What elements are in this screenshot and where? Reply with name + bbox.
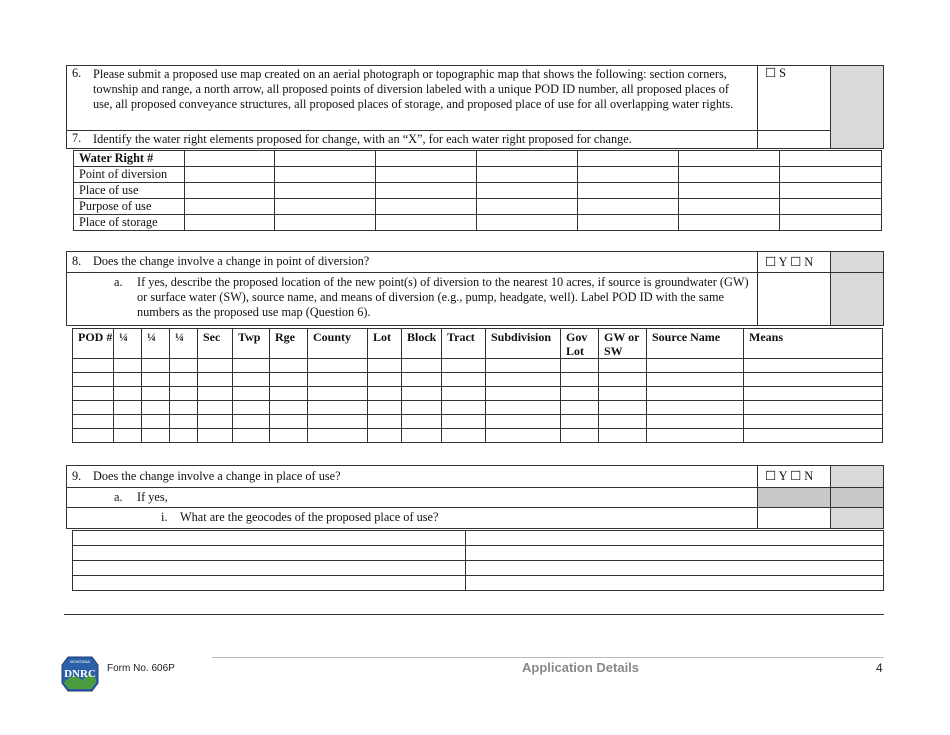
table-cell[interactable]	[647, 401, 744, 415]
table-cell[interactable]	[561, 415, 599, 429]
table-cell[interactable]	[368, 415, 402, 429]
table-cell[interactable]	[170, 401, 198, 415]
q7-cell	[67, 131, 758, 149]
table-cell[interactable]	[442, 373, 486, 387]
table-cell[interactable]	[647, 415, 744, 429]
table-cell[interactable]	[368, 387, 402, 401]
table-cell[interactable]	[198, 373, 233, 387]
pod-header-subdivision: Subdivision	[486, 329, 561, 359]
q9ai-check-cell[interactable]	[758, 508, 831, 529]
table-cell[interactable]	[270, 429, 308, 443]
table-cell[interactable]	[308, 401, 368, 415]
table-cell[interactable]	[270, 373, 308, 387]
table-cell[interactable]	[647, 373, 744, 387]
table-cell[interactable]	[114, 415, 142, 429]
footer-rule	[212, 657, 884, 658]
table-cell[interactable]	[442, 429, 486, 443]
table-cell[interactable]	[561, 359, 599, 373]
table-cell[interactable]	[780, 151, 882, 167]
table-cell[interactable]	[198, 415, 233, 429]
table-row	[73, 561, 884, 576]
pod-header-gov-lot: Gov Lot	[561, 329, 599, 359]
table-cell[interactable]	[275, 215, 376, 231]
geocode-cell[interactable]	[466, 561, 884, 576]
water-right-table	[73, 150, 882, 231]
table-cell[interactable]	[198, 401, 233, 415]
table-cell[interactable]	[679, 151, 780, 167]
q9ai-label: i.	[161, 510, 168, 524]
table-cell[interactable]	[561, 387, 599, 401]
geocode-cell[interactable]	[73, 531, 466, 546]
table-cell[interactable]	[486, 415, 561, 429]
table-cell[interactable]	[402, 401, 442, 415]
q9-number: 9.	[72, 469, 82, 483]
table-cell[interactable]	[270, 401, 308, 415]
table-cell[interactable]	[477, 199, 578, 215]
page-number: 4	[876, 661, 883, 675]
q8a-check-cell[interactable]	[758, 273, 831, 326]
table-cell[interactable]	[442, 359, 486, 373]
table-cell[interactable]	[442, 401, 486, 415]
pod-header-county: County	[308, 329, 368, 359]
pod-header-block: Block	[402, 329, 442, 359]
table-cell[interactable]	[599, 359, 647, 373]
q9ai-text: What are the geocodes of the proposed place of use?	[180, 510, 439, 524]
table-cell[interactable]	[233, 429, 270, 443]
q6-number: 6.	[72, 66, 82, 80]
table-cell[interactable]	[233, 401, 270, 415]
pod-header-quarter: ¼	[114, 329, 142, 359]
table-cell[interactable]	[142, 373, 170, 387]
table-cell[interactable]	[170, 359, 198, 373]
table-cell[interactable]	[376, 199, 477, 215]
table-cell[interactable]	[679, 199, 780, 215]
table-cell[interactable]	[402, 387, 442, 401]
table-cell[interactable]	[142, 387, 170, 401]
table-cell[interactable]	[198, 359, 233, 373]
q6-office-use	[831, 66, 884, 149]
q8a-label: a.	[114, 275, 123, 289]
table-cell[interactable]	[744, 429, 883, 443]
table-cell[interactable]	[114, 359, 142, 373]
table-cell[interactable]	[780, 183, 882, 199]
table-cell[interactable]	[73, 429, 114, 443]
q6-cell	[67, 66, 758, 131]
q8a-office-use	[831, 273, 884, 326]
table-cell[interactable]	[73, 373, 114, 387]
geocode-cell[interactable]	[73, 561, 466, 576]
table-cell[interactable]	[114, 429, 142, 443]
table-cell[interactable]	[376, 183, 477, 199]
pod-header-quarter: ¼	[170, 329, 198, 359]
geocode-cell[interactable]	[466, 576, 884, 591]
table-cell[interactable]	[744, 415, 883, 429]
table-cell[interactable]	[780, 215, 882, 231]
pod-header-tract: Tract	[442, 329, 486, 359]
table-cell[interactable]	[275, 183, 376, 199]
table-cell[interactable]	[73, 401, 114, 415]
pod-header-lot: Lot	[368, 329, 402, 359]
table-cell[interactable]	[170, 415, 198, 429]
q9-cell	[67, 466, 758, 488]
table-cell[interactable]	[442, 415, 486, 429]
pod-table	[72, 328, 883, 443]
logo-text: DNRC	[64, 668, 96, 680]
table-cell[interactable]	[308, 387, 368, 401]
table-cell[interactable]	[376, 151, 477, 167]
table-row	[73, 373, 883, 387]
table-cell[interactable]	[578, 167, 679, 183]
table-cell[interactable]	[486, 387, 561, 401]
table-cell[interactable]	[170, 387, 198, 401]
table-cell[interactable]	[198, 387, 233, 401]
table-cell[interactable]	[477, 167, 578, 183]
table-cell[interactable]	[185, 167, 275, 183]
table-cell[interactable]	[185, 215, 275, 231]
table-row	[73, 429, 883, 443]
table-cell[interactable]	[368, 373, 402, 387]
table-cell[interactable]	[270, 415, 308, 429]
footer-divider	[64, 614, 884, 615]
q9-checkbox[interactable]: ☐ Y ☐ N	[758, 466, 831, 488]
table-cell[interactable]	[376, 215, 477, 231]
table-cell[interactable]	[368, 401, 402, 415]
table-cell[interactable]	[477, 183, 578, 199]
q8-office-use	[831, 252, 884, 273]
table-row	[73, 401, 883, 415]
table-cell[interactable]	[185, 199, 275, 215]
place-of-storage-label: Place of storage	[74, 215, 185, 231]
table-row	[73, 359, 883, 373]
q6-text: Please submit a proposed use map created on an aerial photograph or topographic map that shows the following: section corners, township and range, a north arrow, all proposed points of diversion labeled with a unique POD ID number, all proposed places of use, all proposed conveyance structures, all proposed places of storage, and proposed place of use for all overlapping water rights.	[93, 67, 734, 111]
q8-checkbox[interactable]: ☐ Y ☐ N	[758, 252, 831, 273]
table-cell[interactable]	[599, 415, 647, 429]
table-cell[interactable]	[308, 359, 368, 373]
table-cell[interactable]	[744, 387, 883, 401]
table-cell[interactable]	[185, 183, 275, 199]
table-cell[interactable]	[198, 429, 233, 443]
table-cell[interactable]	[780, 167, 882, 183]
q8a-text: If yes, describe the proposed location of the new point(s) of diversion to the nearest 10 acres, if source is groundwater (GW) or surface water (SW), source name, and means of diversion (e.g., pump, headgate, well). Label POD ID with the same numbers as the proposed use map (Question 6).	[137, 275, 749, 319]
q7-text: Identify the water right elements proposed for change, with an “X”, for each water right proposed for change.	[93, 132, 632, 146]
q9ai-office-use	[831, 508, 884, 529]
table-cell[interactable]	[486, 429, 561, 443]
table-cell[interactable]	[308, 415, 368, 429]
footer-title: Application Details	[522, 660, 640, 675]
table-cell[interactable]	[578, 199, 679, 215]
table-cell[interactable]	[402, 373, 442, 387]
table-cell[interactable]	[368, 429, 402, 443]
table-cell[interactable]	[275, 167, 376, 183]
table-cell[interactable]	[270, 359, 308, 373]
table-cell[interactable]	[170, 373, 198, 387]
q8-number: 8.	[72, 254, 82, 268]
table-row	[73, 546, 884, 561]
pod-header-gw-sw: GW or SW	[599, 329, 647, 359]
geocode-cell[interactable]	[73, 576, 466, 591]
table-cell[interactable]	[679, 167, 780, 183]
table-cell[interactable]	[376, 167, 477, 183]
table-cell[interactable]	[599, 373, 647, 387]
table-cell[interactable]	[233, 415, 270, 429]
geocode-cell[interactable]	[466, 546, 884, 561]
q9-office-use	[831, 466, 884, 488]
pod-header-rge: Rge	[270, 329, 308, 359]
q9-table	[66, 465, 884, 529]
table-row	[73, 387, 883, 401]
q7-number: 7.	[72, 131, 82, 145]
table-cell[interactable]	[486, 373, 561, 387]
q9a-check-cell	[758, 488, 831, 508]
table-cell[interactable]	[744, 359, 883, 373]
geocode-cell[interactable]	[466, 531, 884, 546]
table-cell[interactable]	[308, 429, 368, 443]
table-cell[interactable]	[442, 387, 486, 401]
table-cell[interactable]	[486, 401, 561, 415]
table-cell[interactable]	[114, 373, 142, 387]
q6-q7-table	[66, 65, 884, 149]
table-cell[interactable]	[142, 359, 170, 373]
q9a-label: a.	[114, 490, 123, 504]
table-cell[interactable]	[142, 429, 170, 443]
table-row	[73, 415, 883, 429]
table-cell[interactable]	[647, 387, 744, 401]
table-cell[interactable]	[233, 387, 270, 401]
table-cell[interactable]	[142, 415, 170, 429]
table-cell[interactable]	[270, 387, 308, 401]
table-cell[interactable]	[308, 373, 368, 387]
table-cell[interactable]	[233, 359, 270, 373]
table-cell[interactable]	[477, 215, 578, 231]
pod-header-twp: Twp	[233, 329, 270, 359]
table-cell[interactable]	[114, 387, 142, 401]
dnrc-logo-icon	[60, 655, 100, 693]
table-cell[interactable]	[647, 429, 744, 443]
q7-check-cell[interactable]	[758, 131, 831, 149]
geocode-table	[72, 530, 884, 591]
table-cell[interactable]	[233, 373, 270, 387]
point-of-diversion-label: Point of diversion	[74, 167, 185, 183]
water-right-label: Water Right #	[74, 151, 185, 167]
table-cell[interactable]	[744, 401, 883, 415]
table-cell[interactable]	[142, 401, 170, 415]
q9a-text: If yes,	[137, 490, 168, 504]
table-cell[interactable]	[578, 151, 679, 167]
logo-top-text: MONTANA	[70, 659, 90, 664]
pod-header-sec: Sec	[198, 329, 233, 359]
table-cell[interactable]	[679, 183, 780, 199]
q9a-cell	[67, 488, 758, 508]
table-cell[interactable]	[73, 415, 114, 429]
table-cell[interactable]	[275, 199, 376, 215]
table-row	[73, 576, 884, 591]
table-cell[interactable]	[599, 429, 647, 443]
q9-text: Does the change involve a change in place of use?	[93, 469, 341, 483]
form-number: Form No. 606P	[107, 663, 175, 674]
table-cell[interactable]	[578, 215, 679, 231]
table-cell[interactable]	[561, 373, 599, 387]
q8-text: Does the change involve a change in point of diversion?	[93, 254, 370, 268]
place-of-use-label: Place of use	[74, 183, 185, 199]
table-cell[interactable]	[477, 151, 578, 167]
pod-header-source-name: Source Name	[647, 329, 744, 359]
table-cell[interactable]	[170, 429, 198, 443]
pod-header-pod: POD #	[73, 329, 114, 359]
table-cell[interactable]	[561, 401, 599, 415]
table-cell[interactable]	[744, 373, 883, 387]
q8-table	[66, 251, 884, 326]
table-cell[interactable]	[578, 183, 679, 199]
table-cell[interactable]	[561, 429, 599, 443]
pod-header-means: Means	[744, 329, 883, 359]
table-cell[interactable]	[73, 387, 114, 401]
table-cell[interactable]	[402, 359, 442, 373]
table-cell[interactable]	[599, 387, 647, 401]
table-cell[interactable]	[275, 151, 376, 167]
table-cell[interactable]	[185, 151, 275, 167]
table-cell[interactable]	[402, 415, 442, 429]
q8a-cell	[67, 273, 758, 326]
q9a-office-use	[831, 488, 884, 508]
table-cell[interactable]	[368, 359, 402, 373]
table-cell[interactable]	[647, 359, 744, 373]
q6-checkbox[interactable]: ☐ S	[758, 66, 831, 131]
geocode-cell[interactable]	[73, 546, 466, 561]
table-cell[interactable]	[599, 401, 647, 415]
table-cell[interactable]	[679, 215, 780, 231]
table-row	[73, 531, 884, 546]
table-cell[interactable]	[486, 359, 561, 373]
q9ai-cell	[67, 508, 758, 529]
table-cell[interactable]	[114, 401, 142, 415]
purpose-of-use-label: Purpose of use	[74, 199, 185, 215]
pod-header-quarter: ¼	[142, 329, 170, 359]
table-cell[interactable]	[73, 359, 114, 373]
table-cell[interactable]	[402, 429, 442, 443]
table-cell[interactable]	[780, 199, 882, 215]
q8-cell	[67, 252, 758, 273]
